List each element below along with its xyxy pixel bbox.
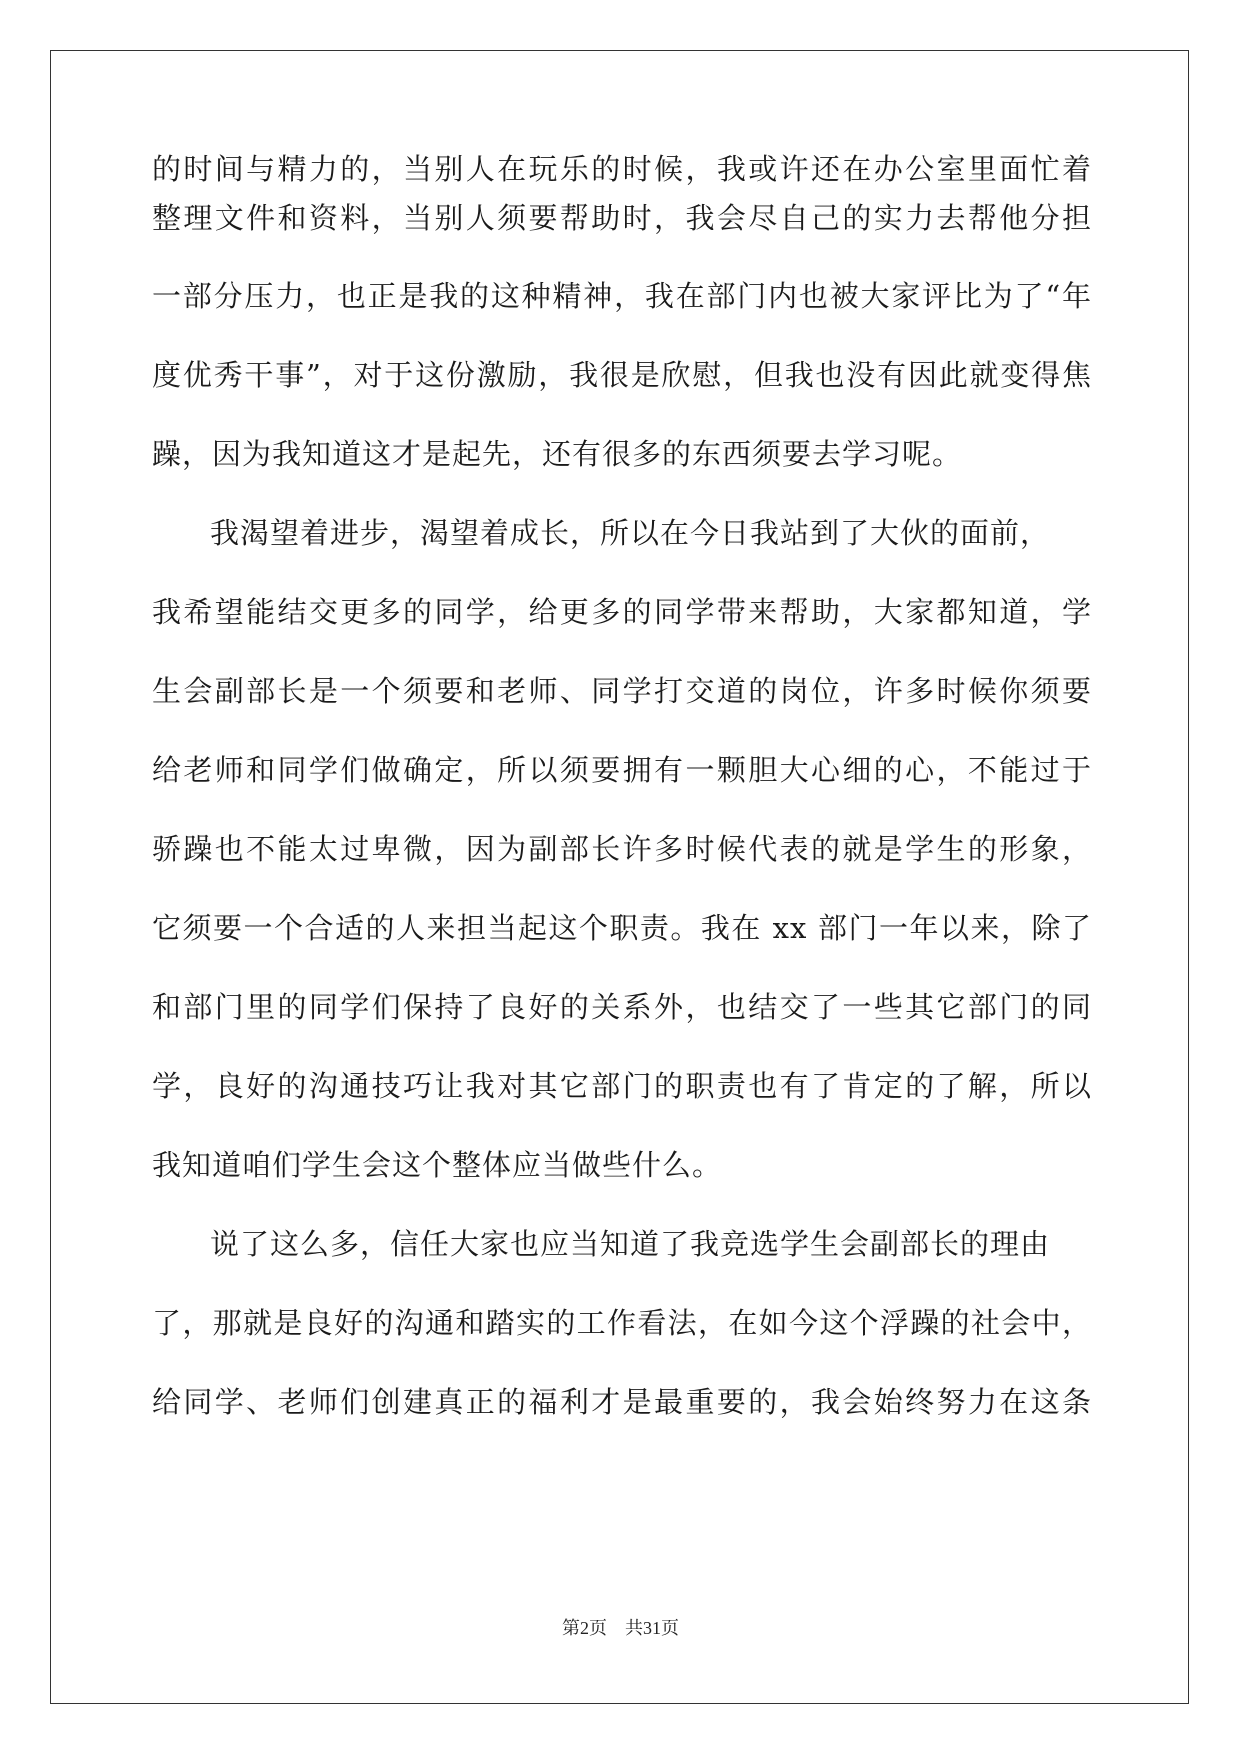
paragraph-first-line: 说了这么多，信任大家也应当知道了我竞选学生会副部长的理由 [210,1227,1051,1261]
page-number: 第2页 [562,1618,607,1638]
text-line: 学，良好的沟通技巧让我对其它部门的职责也有了肯定的了解，所以 [152,1069,1092,1103]
page-footer [0,1616,1241,1640]
text-line: 了，那就是良好的沟通和踏实的工作看法，在如今这个浮躁的社会中， [152,1306,1092,1340]
text-line: 它须要一个合适的人来担当起这个职责。我在 xx 部门一年以来，除了 [152,911,1092,945]
text-line: 的时间与精力的，当别人在玩乐的时候，我或许还在办公室里面忙着 [152,152,1092,186]
text-line: 我知道咱们学生会这个整体应当做些什么。 [152,1148,723,1182]
total-pages: 共31页 [625,1618,679,1638]
text-line: 度优秀干事”，对于这份激励，我很是欣慰，但我也没有因此就变得焦 [152,358,1092,392]
text-line: 骄躁也不能太过卑微，因为副部长许多时候代表的就是学生的形象， [152,832,1092,866]
text-line: 整理文件和资料，当别人须要帮助时，我会尽自己的实力去帮他分担 [152,201,1092,235]
text-line: 和部门里的同学们保持了良好的关系外，也结交了一些其它部门的同 [152,990,1092,1024]
paragraph-first-line: 我渴望着进步，渴望着成长，所以在今日我站到了大伙的面前， [210,516,1051,550]
text-line: 躁，因为我知道这才是起先，还有很多的东西须要去学习呢。 [152,437,963,471]
text-line: 一部分压力，也正是我的这种精神，我在部门内也被大家评比为了“年 [152,279,1092,313]
text-line: 给同学、老师们创建真正的福利才是最重要的，我会始终努力在这条 [152,1385,1092,1419]
text-line: 生会副部长是一个须要和老师、同学打交道的岗位，许多时候你须要 [152,674,1092,708]
text-line: 我希望能结交更多的同学，给更多的同学带来帮助，大家都知道，学 [152,595,1092,629]
text-line: 给老师和同学们做确定，所以须要拥有一颗胆大心细的心，不能过于 [152,753,1092,787]
